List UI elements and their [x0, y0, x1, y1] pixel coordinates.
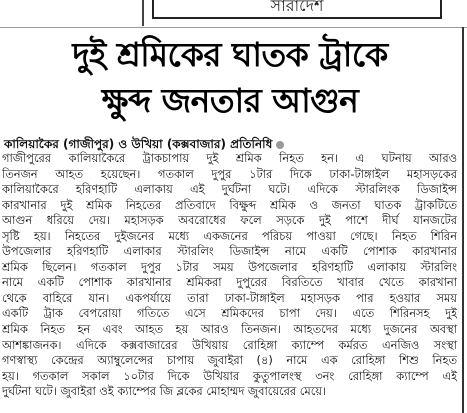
headline [4, 32, 456, 124]
body-line: উপজেলার হরিণহাটি এলাকার স্টারলিং ডিজাইন্স নামে একটি পোশাক কারখানার [2, 244, 457, 259]
body-line: কারখানার দুই শ্রমিক নিহতের প্রতিবাদে বিক্ষুব্দ শ্রমিক ও জনতা ঘাতক ট্রাকটিতে [2, 197, 457, 212]
body-line: গাজীপুরের কালিয়াকৈরে ট্রাকচাপায় দুই শ্রমিক নিহত হন। এ ঘটনায় আরও [2, 151, 457, 165]
body-line: আগুন ধরিয়ে দেয়। মহাসড়ক অবরোধের ফলে সড়কে দুই পাশে দীর্ঘ যানজটের [2, 213, 457, 228]
byline-text: কালিয়াকৈর (গাজীপুর) ও উখিয়া (কক্সবাজার) প্রতিনিধি [4, 137, 273, 151]
body-line: শ্রমিক নিহত হন এবং আহত হয় আরও তিনজন। আহতদের মধ্যে দুজনের অবস্থা [2, 322, 457, 337]
body-line: শ্রমিক ছিলেন। গতকাল দুপুর ১টার সময় উপজেলার হরিণহাটি এলাকায় স্টারলিং [2, 259, 457, 274]
byline [4, 136, 456, 152]
body-line: নামে একটি পোশাক কারখানার শ্রমিকরা দুপুরের বিরতিতে খাবার খেতে কারখানা [2, 275, 457, 290]
top-strip [0, 0, 467, 28]
body-line: তিনজন আহত হয়েছেন। গতকাল দুপুর ১টার দিকে ঢাকা-টাঙ্গাইল মহাসড়কের [2, 166, 457, 181]
body-line: হয়। গতকাল সকাল ১০টার দিকে উখিয়ার কুতুপালংস্থ ৩নং রোহিঙ্গা ক্যাম্পে এই [2, 368, 457, 383]
column-rule-right [462, 27, 464, 413]
article-body [2, 151, 457, 400]
body-line: থেকে বাহিরে যান। একপর্যায়ে তারা ঢাকা-টাঙ্গাইল মহাসড়ক পার হওয়ার সময় [2, 290, 457, 305]
section-title: সারাদেশ [270, 0, 324, 15]
column-rule-left [142, 0, 144, 26]
body-line: কালিয়াকৈরে হরিণহাটি এলাকায় এই দুর্ঘটনা ঘটে। এদিকে স্টারলিংক ডিজাইন্স [2, 182, 457, 197]
section-header-box [152, 0, 442, 19]
headline-line-1: দুই শ্রমিকের ঘাতক ট্রাকে [72, 35, 388, 74]
body-line: গণস্বাস্থ্য কেন্দ্রের অ্যাম্বুলেন্সের চাপায় জুবাইরা (৪) নামে এক রোহিঙ্গা শিশু নিহত [2, 353, 457, 368]
body-line: আশঙ্কাজনক। এদিকে কক্সবাজারের উখিয়ায় রোহিঙ্গা ক্যাম্পে কর্মরত এনজিও সংস্থা [2, 337, 457, 352]
body-line: একটি ট্রাক বেপরোয়া গতিতে এসে শ্রমিকদের চাপা দেয়। এতে শিরিনসহ দুই [2, 306, 457, 321]
body-line: দুর্ঘটনা ঘটে। জুবাইরা ওই ক্যাম্পের জি ব্লকের মোহাম্মদ জুবায়েরের মেয়ে। [2, 384, 327, 399]
bullet-dot-icon [276, 141, 284, 149]
body-line: সৃষ্টি হয়। নিহতের দুইজনের মধ্যে একজনের পরিচয় পাওয়া গেছে। নিহত শিরিন [2, 228, 457, 243]
headline-line-2: ক্ষুব্দ জনতার আগুন [101, 81, 359, 120]
